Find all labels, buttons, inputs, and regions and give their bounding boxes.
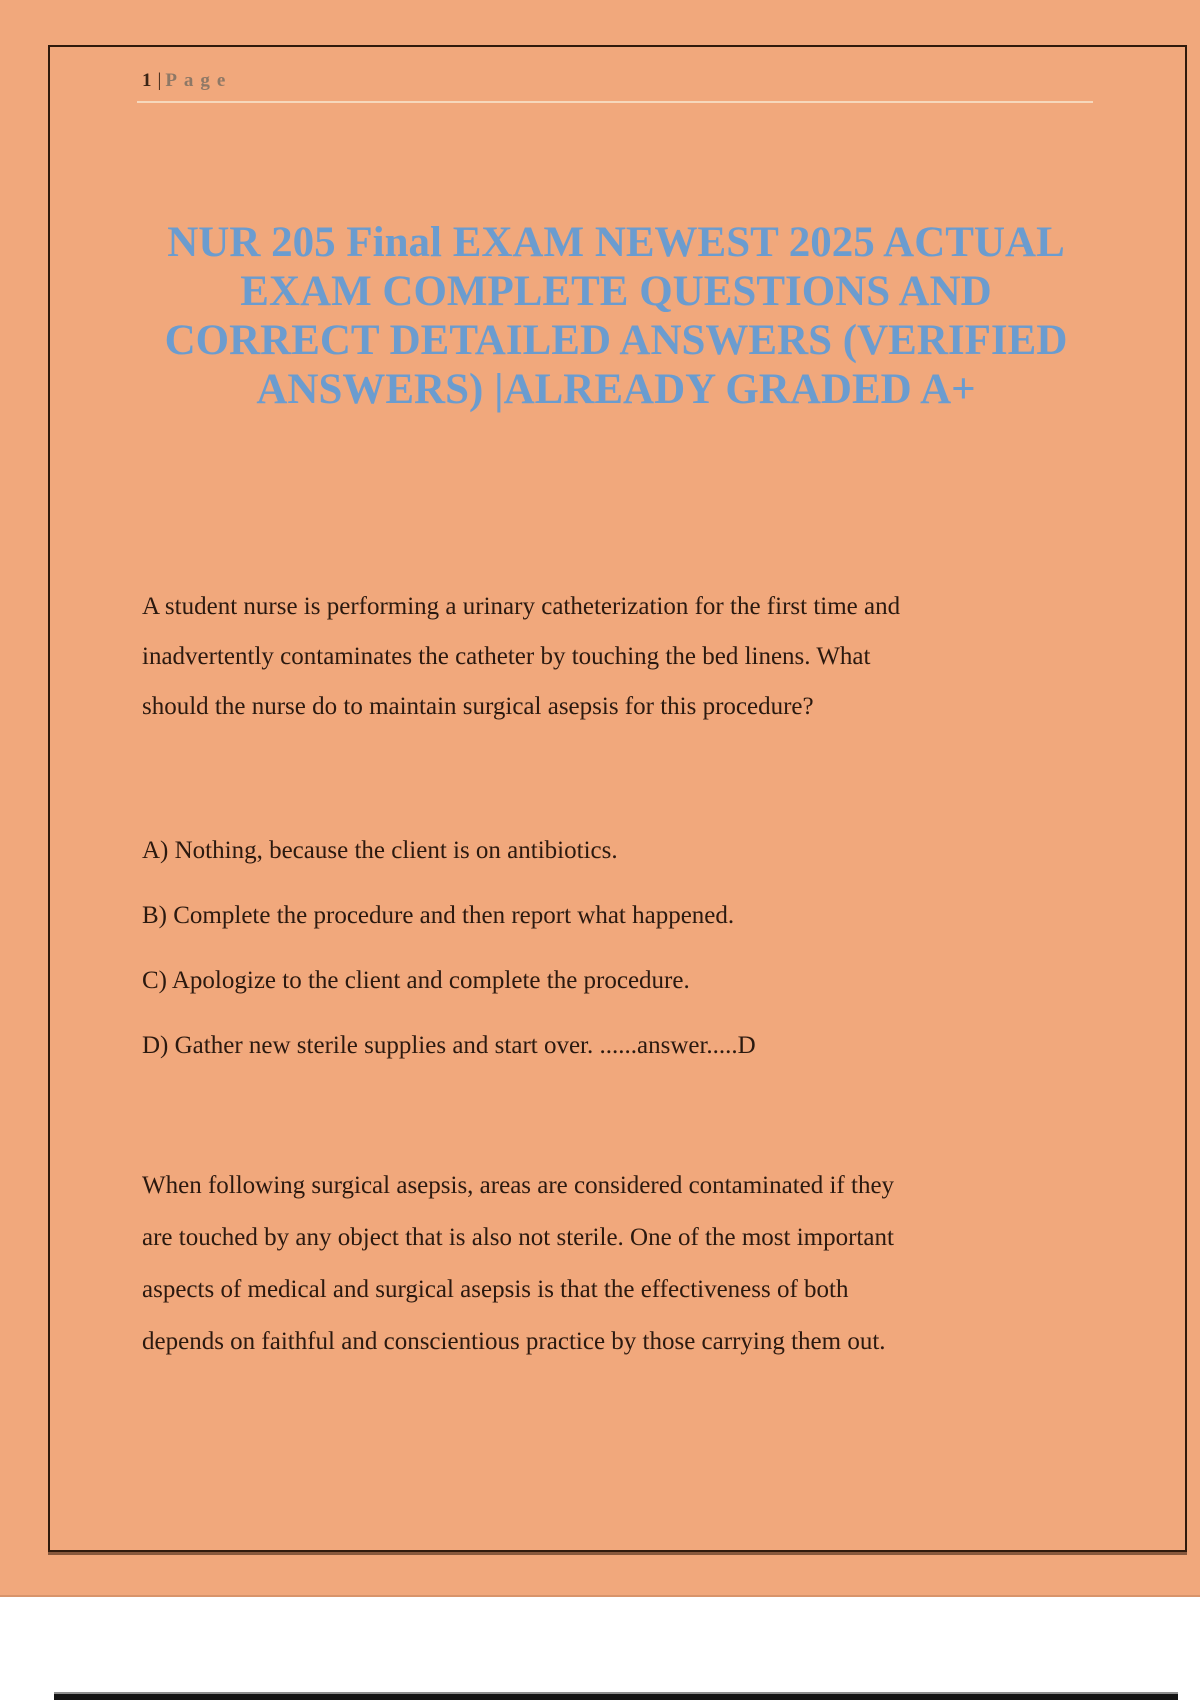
exam-title-line: NUR 205 Final EXAM NEWEST 2025 ACTUAL [167, 219, 1065, 266]
header-underline [137, 101, 1093, 103]
page-header [142, 68, 232, 94]
question-paragraph [142, 582, 1112, 732]
answer-option: A) Nothing, because the client is on antibiotics. [142, 837, 618, 864]
answer-option: D) Gather new sterile supplies and start over. ......answer.....D [142, 1032, 756, 1059]
question-line: should the nurse do to maintain surgical asepsis for this procedure? [142, 693, 814, 720]
exam-title [137, 218, 1095, 414]
answer-options-list [142, 818, 1112, 1078]
header-divider: | [157, 70, 162, 91]
exam-title-line: EXAM COMPLETE QUESTIONS AND [240, 268, 992, 315]
explanation-line: depends on faithful and conscientious practice by those carrying them out. [142, 1328, 886, 1355]
exam-title-line: ANSWERS) |ALREADY GRADED A+ [256, 366, 976, 413]
explanation-line: When following surgical asepsis, areas are considered contaminated if they [142, 1172, 895, 1199]
question-line: A student nurse is performing a urinary catheterization for the first time and [142, 593, 901, 620]
question-line: inadvertently contaminates the catheter by touching the bed linens. What [142, 643, 871, 670]
answer-option: C) Apologize to the client and complete the procedure. [142, 967, 690, 994]
answer-option: B) Complete the procedure and then report what happened. [142, 902, 735, 929]
explanation-line: aspects of medical and surgical asepsis is that the effectiveness of both [142, 1276, 849, 1303]
explanation-paragraph [142, 1160, 1112, 1368]
header-label: Page [165, 70, 233, 91]
exam-title-line: CORRECT DETAILED ANSWERS (VERIFIED [164, 317, 1068, 364]
explanation-line: are touched by any object that is also not sterile. One of the most important [142, 1224, 894, 1251]
page-number: 1 [142, 70, 152, 91]
next-page-top-edge [54, 1692, 1178, 1700]
